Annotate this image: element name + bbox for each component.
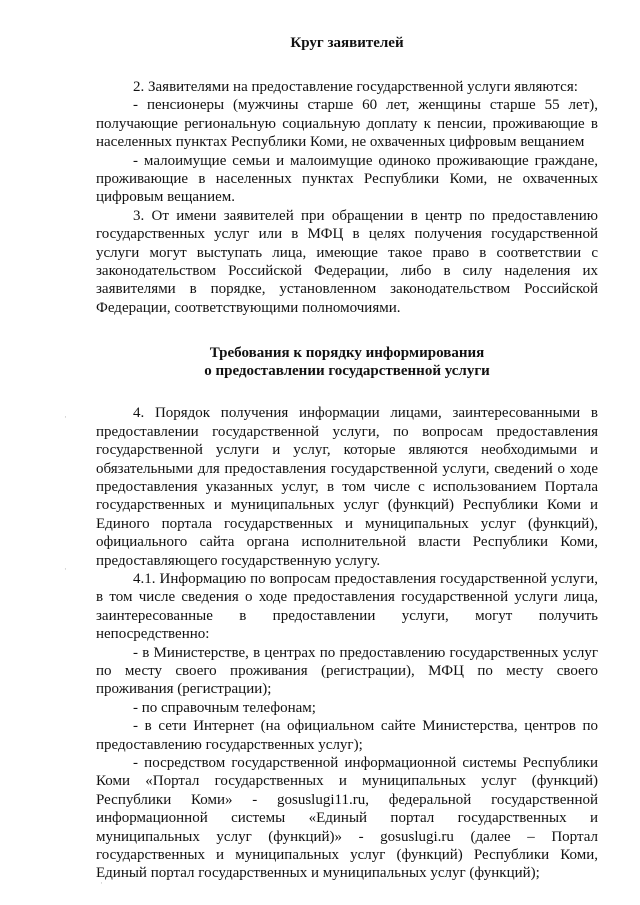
paragraph: - малоимущие семьи и малоимущие одиноко проживающие граждане, проживающие в населенных пунктах Республики Коми, не охваченных цифровым вещанием.: [96, 152, 598, 206]
paragraph: - по справочным телефонам;: [133, 699, 316, 716]
section-title-line: о предоставлении государственной услуги: [204, 363, 490, 380]
paragraph: - в Министерстве, в центрах по предоставлению государственных услуг по месту своего проживания (регистрации), МФЦ по месту своего проживания (регистрации);: [96, 644, 598, 698]
section-applicants: [96, 78, 598, 317]
document-body: [96, 34, 598, 883]
section-informing: [96, 404, 598, 883]
paragraph: - посредством государственной информационной системы Республики Коми «Портал государственных и муниципальных услуг (функций) Республики Коми» - gosuslugi11.ru, федеральной государственной информационной системы «Единый портал государственных и муниципальных услуг (функций)» - gosuslugi.ru (далее – Портал государственных и муниципальных услуг (функций) Республики Коми, Единый портал государственных и муниципальных услуг (функций);: [96, 755, 598, 882]
section-title-informing: [96, 344, 598, 380]
paragraph: 2. Заявителями на предоставление государственной услуги являются:: [133, 79, 578, 95]
paragraph: 4. Порядок получения информации лицами, заинтересованными в предоставлении государственной услуги, по вопросам предоставления государственной услуги и услуг, которые являются необходимыми и обязательными для предоставления государственной услуги, сведений о ходе предоставления указанных услуг, в том числе с использованием Портала государственных и муниципальных услуг (функций) Республики Коми и Единого портала государственных и муниципальных услуг (функций), официального сайта органа исполнительной власти Республики Коми, предоставляющего государственную услугу.: [96, 405, 598, 569]
section-title-applicants: Круг заявителей: [290, 35, 404, 51]
paragraph: - пенсионеры (мужчины старше 60 лет, женщины старше 55 лет), получающие региональную социальную доплату к пенсии, проживающие в населенных пунктах Республики Коми, не охваченных цифровым вещанием: [96, 97, 598, 151]
paragraph: - в сети Интернет (на официальном сайте Министерства, центров по предоставлению государственных услуг);: [96, 718, 598, 753]
paragraph: 3. От имени заявителей при обращении в центр по предоставлению государственных услуг или в МФЦ в целях получения государственной услуги могут выступать лица, имеющие такое право в соответствии с законодательством Российской Федерации, либо в силу наделения их заявителями в порядке, установленном законодательством Российской Федерации, соответствующими полномочиями.: [96, 207, 598, 316]
margin-mark: ·: [64, 565, 67, 575]
paragraph: 4.1. Информацию по вопросам предоставления государственной услуги, в том числе сведения о ходе предоставления государственной услуги лица, заинтересованные в предоставлении услуги, могут получить непосредственно:: [96, 570, 598, 643]
margin-mark: ·: [100, 879, 103, 889]
section-title-line: Требования к порядку информирования: [209, 345, 485, 362]
margin-mark: ·: [64, 413, 67, 423]
